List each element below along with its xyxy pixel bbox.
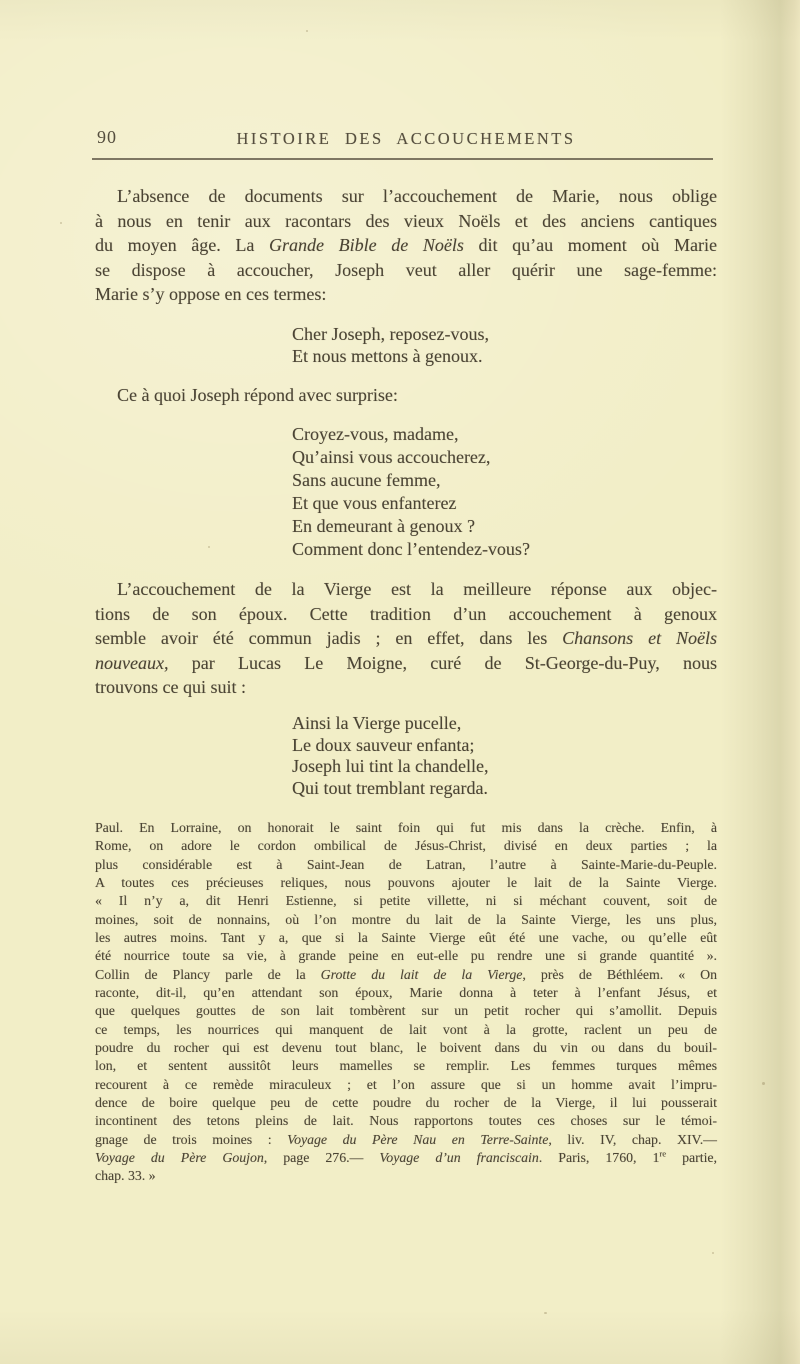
paper-speck	[712, 1252, 714, 1254]
text-line: Le doux sauveur enfanta;	[292, 734, 475, 755]
text-line: chap. 33. »	[95, 1168, 156, 1184]
running-header-title: HISTOIRE DES ACCOUCHEMENTS	[236, 129, 576, 148]
text-line: Sans aucune femme,	[292, 470, 441, 490]
page-number: 90	[97, 127, 117, 147]
paper-speck	[60, 222, 62, 224]
text-line: Voyage du Père Goujon, page 276.— Voyage d’un franciscain. Paris, 1760, 1re partie,	[95, 1148, 717, 1165]
text-line: Collin de Plancy parle de la Grotte du lait de la Vierge, près de Béthléem. « On	[95, 966, 717, 982]
text-line: gnage de trois moines : Voyage du Père Nau en Terre-Sainte, liv. IV, chap. XIV.—	[95, 1131, 717, 1147]
text-line: En demeurant à genoux ?	[292, 516, 475, 536]
text-line: tions de son époux. Cette tradition d’un accouchement à genoux	[95, 603, 717, 624]
text-line: Cher Joseph, reposez-vous,	[292, 324, 489, 344]
text-line: dence de boire quelque peu de cette poudre du rocher de la Vierge, il lui pousserait	[95, 1094, 717, 1110]
text-line: que quelques gouttes de son lait tombèrent sur un petit rocher qui s’amollit. Depuis	[95, 1003, 717, 1019]
paper-speck	[762, 1082, 765, 1085]
text-line: à nous en tenir aux racontars des vieux Noëls et des anciens cantiques	[95, 210, 717, 231]
text-line: été nourrice toute sa vie, à grande peine en eut-elle pu rendre une si grande quantité ».	[95, 948, 717, 964]
text-line: recourent à ce remède miraculeux ; et l’on assure que si un homme avait l’impru-	[95, 1076, 717, 1092]
verse-quote-3	[95, 713, 800, 800]
paragraph-2	[95, 383, 717, 408]
text-line: lon, et sentent aussitôt leurs mamelles se remplir. Les femmes turques mêmes	[95, 1058, 717, 1074]
text-line: Rome, on adore le cordon ombilical de Jésus-Christ, divisé en deux parties ; la	[95, 838, 717, 854]
text-line: Qu’ainsi vous accoucherez,	[292, 447, 491, 467]
text-line: les autres moins. Tant y a, que si la Sainte Vierge eût été une vache, ou qu’elle eût	[95, 929, 717, 945]
text-line: Et que vous enfanterez	[292, 493, 457, 513]
text-line: L’absence de documents sur l’accouchement de Marie, nous oblige	[117, 186, 717, 206]
text-line: incontinent des tetons pleins de lait. Nous rapportons toutes ces choses sur le témoi-	[95, 1113, 717, 1129]
text-line: « Il n’y a, dit Henri Estienne, si petite villette, ni si méchant couvent, soit de	[95, 893, 717, 909]
text-line: nouveaux, par Lucas Le Moigne, curé de St-George-du-Puy, nous	[95, 652, 717, 673]
text-line: du moyen âge. La Grande Bible de Noëls dit qu’au moment où Marie	[95, 235, 717, 255]
header-rule	[92, 158, 713, 160]
text-line: A toutes ces précieuses reliques, nous pouvons ajouter le lait de la Sainte Vierge.	[95, 874, 717, 890]
text-line: raconte, dit-il, qu’en attendant son époux, Marie donna à teter à l’enfant Jésus, et	[95, 984, 717, 1000]
paper-speck	[306, 30, 308, 32]
text-line: Ce à quoi Joseph répond avec surprise:	[117, 385, 398, 405]
verse-quote-1	[95, 323, 800, 367]
text-line: trouvons ce qui suit :	[95, 677, 246, 697]
paper-speck	[544, 1312, 547, 1314]
verse-quote-2	[95, 423, 800, 561]
text-line: Ainsi la Vierge pucelle,	[292, 713, 462, 733]
text-line: Joseph lui tint la chandelle,	[292, 756, 489, 777]
text-line: Et nous mettons à genoux.	[292, 346, 483, 366]
text-line: moines, soit de nonnains, où l’on montre du lait de la Sainte Vierge, les uns plus,	[95, 911, 717, 927]
paragraph-3	[95, 577, 717, 700]
text-line: Qui tout tremblant regarda.	[292, 778, 488, 799]
text-line: ce temps, les nourrices qui manquent de lait vont à la grotte, raclent un peu de	[95, 1021, 717, 1037]
text-line: poudre du rocher qui est devenu tout blanc, le boivent dans du vin ou dans du bouil-	[95, 1039, 717, 1055]
text-line: L’accouchement de la Vierge est la meilleure réponse aux objec-	[117, 579, 717, 599]
text-line: semble avoir été commun jadis ; en effet, dans les Chansons et Noëls	[95, 628, 717, 648]
paragraph-1	[95, 184, 717, 307]
text-line: Marie s’y oppose en ces termes:	[95, 284, 327, 304]
text-line: se dispose à accoucher, Joseph veut aller quérir une sage-femme:	[95, 259, 717, 280]
text-line: Paul. En Lorraine, on honorait le saint foin qui fut mis dans la crèche. Enfin, à	[95, 820, 717, 835]
text-line: Croyez-vous, madame,	[292, 424, 459, 444]
footnote	[95, 819, 717, 1186]
text-line: Comment donc l’entendez-vous?	[292, 539, 530, 559]
text-line: plus considérable est à Saint-Jean de Latran, l’autre à Sainte-Marie-du-Peuple.	[95, 856, 717, 872]
